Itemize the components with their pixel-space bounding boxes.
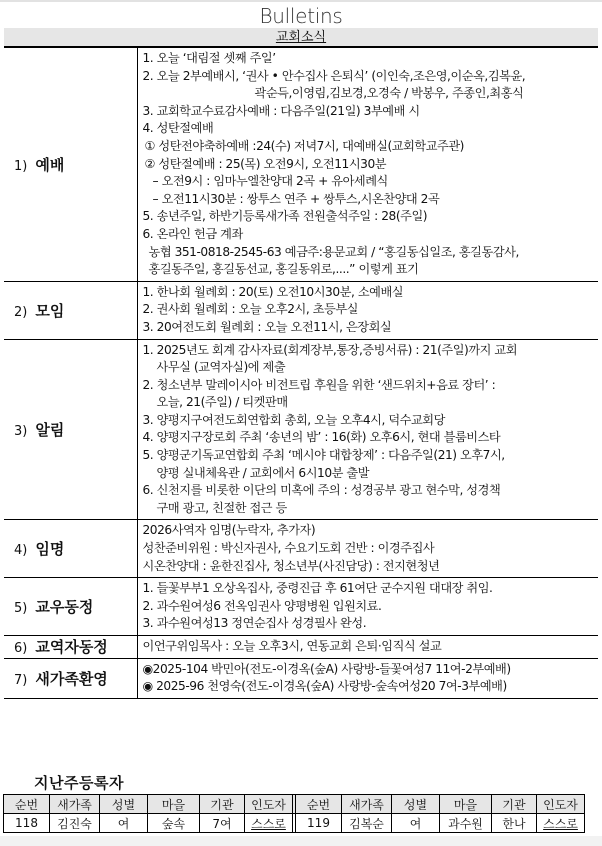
cell-org: 한나 [492,814,537,833]
cell-village: 과수원 [440,814,492,833]
content-line: 1. 한나회 월례회 : 20(토) 오전10시30분, 소예배실 [142,284,404,299]
section-label [4,281,137,339]
cell-name: 김진숙 [50,814,100,833]
content-line: 3. 양평지구여전도회연합회 총회, 오늘 오후4시, 덕수교회당 [142,412,445,427]
section-label [4,658,137,698]
col-header-gender: 성별 [392,795,440,814]
content-line: 6. 신천지를 비롯한 이단의 미혹에 주의 : 성경공부 광고 현수막, 성경책 [142,483,501,498]
content-line: 1. 들꽃부부1 오상옥집사, 중령진급 후 61여단 군수지원 대대장 취임. [142,581,493,596]
content-line: – 오전9시 : 임마누엘찬양대 2곡 + 유아세례식 [152,174,388,189]
section-content [137,578,598,636]
cell-no: 119 [296,814,342,833]
section-label [4,339,137,520]
content-line: 2026사역자 임명(누락자, 추가자) [142,523,316,538]
section-name: 교역자동정 [35,638,108,657]
section-number: 3) [14,423,28,439]
content-line: 3. 20여전도회 월례회 : 오늘 오전11시, 은장회실 [142,319,392,334]
col-header-name: 새가족 [50,795,100,814]
cell-gender: 여 [100,814,148,833]
section-row [4,520,598,578]
content-line: 성찬준비위원 : 박신자권사, 수요기도회 건반 : 이경주집사 [142,541,435,556]
section-header-title: 교회소식 [275,30,327,45]
section-row [4,48,598,282]
col-header-name: 새가족 [342,795,392,814]
section-content [137,636,598,659]
content-line: 곽순득,이영림,김보경,오경숙 / 박봉우, 주종인,최홍식 [254,86,524,101]
content-line: 농협 351-0818-2545-63 예금주:용문교회 / “홍길동십일조, 홍길동감사, [148,244,519,259]
col-header-village: 마을 [440,795,492,814]
registrants-header-row [4,795,585,814]
section-number: 4) [14,543,28,559]
content-line: 2. 오늘 2부예배시, ‘권사 • 안수집사 은퇴식’ (이인숙,조은영,이순옥,김복윤, [142,68,526,83]
cell-village: 숲속 [148,814,200,833]
content-line: 1. 오늘 ‘대림절 셋째 주일’ [142,51,276,65]
section-content [137,339,598,520]
section-name: 예배 [35,155,65,174]
page-title: Bulletins [259,4,343,28]
bulletin-table [4,47,598,699]
content-line: 시온찬양대 : 윤한진집사, 청소년부(사진담당) : 전지현청년 [142,558,440,573]
content-line: 양평 실내체육관 / 교회에서 6시10분 출발 [156,465,370,480]
cell-guide: 스스로 [537,814,585,833]
col-header-guide: 인도자 [537,795,585,814]
content-line: ② 성탄절예배 : 25(목) 오전9시, 오전11시30분 [144,156,387,171]
section-label [4,636,137,659]
content-line: 2. 청소년부 말레이시아 비전트립 후원을 위한 ‘샌드위치+음료 장터’ : [142,377,496,392]
content-line: 2. 과수원여성6 전옥임권사 양평병원 입원치료. [142,598,382,613]
col-header-village: 마을 [148,795,200,814]
content-line: 구매 광고, 친절한 접근 등 [156,500,287,515]
col-header-no: 순번 [296,795,342,814]
content-line: 4. 성탄절예배 [142,121,214,136]
section-row [4,339,598,520]
content-line: 4. 양평지구장로회 주최 ‘송년의 밤’ : 16(화) 오후6시, 현대 블룸비스타 [142,430,501,445]
section-label [4,578,137,636]
col-header-gender: 성별 [100,795,148,814]
content-line: 홍길동주일, 홍길동선교, 홍길동위로,....” 이렇게 표기 [148,262,419,277]
cell-name: 김복순 [342,814,392,833]
registrants-table [3,794,585,833]
section-label [4,48,137,282]
content-line: 2. 권사회 월례회 : 오늘 오후2시, 초등부실 [142,302,359,317]
registrants-data-row [4,814,585,833]
col-header-org: 기관 [492,795,537,814]
content-line: 6. 온라인 헌금 계좌 [142,226,243,241]
bottom-bar [0,836,602,846]
section-name: 임명 [35,540,65,559]
section-content [137,658,598,698]
section-content [137,281,598,339]
cell-org: 7여 [200,814,245,833]
section-content [137,520,598,578]
section-number: 7) [14,672,28,688]
section-number: 6) [14,641,28,657]
col-header-org: 기관 [200,795,245,814]
cell-no: 118 [4,814,50,833]
section-number: 2) [14,304,28,320]
col-header-no: 순번 [4,795,50,814]
section-header-bar [4,28,598,47]
section-name: 모임 [35,301,65,320]
section-row [4,636,598,659]
section-row [4,281,598,339]
section-label [4,520,137,578]
content-line: ◉2025-104 박민아(전도-이경옥(숲A) 사랑방-들꽃여성7 11여-2부예배) [142,661,511,676]
section-name: 교우동정 [35,598,94,617]
content-line: – 오전11시30분 : 쌍투스 연주 + 쌍투스,시온찬양대 2곡 [152,191,440,206]
content-line: 5. 송년주일, 하반기등록새가족 전원출석주일 : 28(주일) [142,209,428,224]
content-line: 오늘, 21(주일) / 티켓판매 [156,395,288,410]
content-line: 3. 과수원여성13 정연순집사 성경필사 완성. [142,616,367,631]
cell-guide: 스스로 [245,814,293,833]
section-content [137,48,598,282]
col-header-guide: 인도자 [245,795,293,814]
content-line: 1. 2025년도 회계 감사자료(회계장부,통장,증빙서류) : 21(주일)까지 교회 [142,342,518,357]
content-line: ① 성탄전야축하예배 :24(수) 저녁7시, 대예배실(교회학교주관) [144,138,464,153]
top-divider [0,0,602,2]
content-line: 3. 교회학교수료감사예배 : 다음주일(21일) 3부예배 시 [142,103,420,118]
section-number: 1) [14,158,28,174]
content-line: 5. 양평군기독교연합회 주최 ‘메시야 대합창제’ : 다음주일(21) 오후7시, [142,448,505,463]
section-row [4,658,598,698]
section-row [4,578,598,636]
section-name: 알림 [35,420,65,439]
cell-gender: 여 [392,814,440,833]
content-line: 이언구위임목사 : 오늘 오후3시, 연동교회 은퇴·임직식 설교 [142,639,442,653]
content-line: 사무실 (교역자실)에 제출 [156,360,286,375]
section-name: 새가족환영 [35,669,108,688]
section-number: 5) [14,601,28,617]
registrants-title: 지난주등록자 [34,774,124,792]
content-line: ◉ 2025-96 천영숙(전도-이경옥(숲A) 사랑방-숲속여성20 7여-3부예배) [142,679,507,694]
